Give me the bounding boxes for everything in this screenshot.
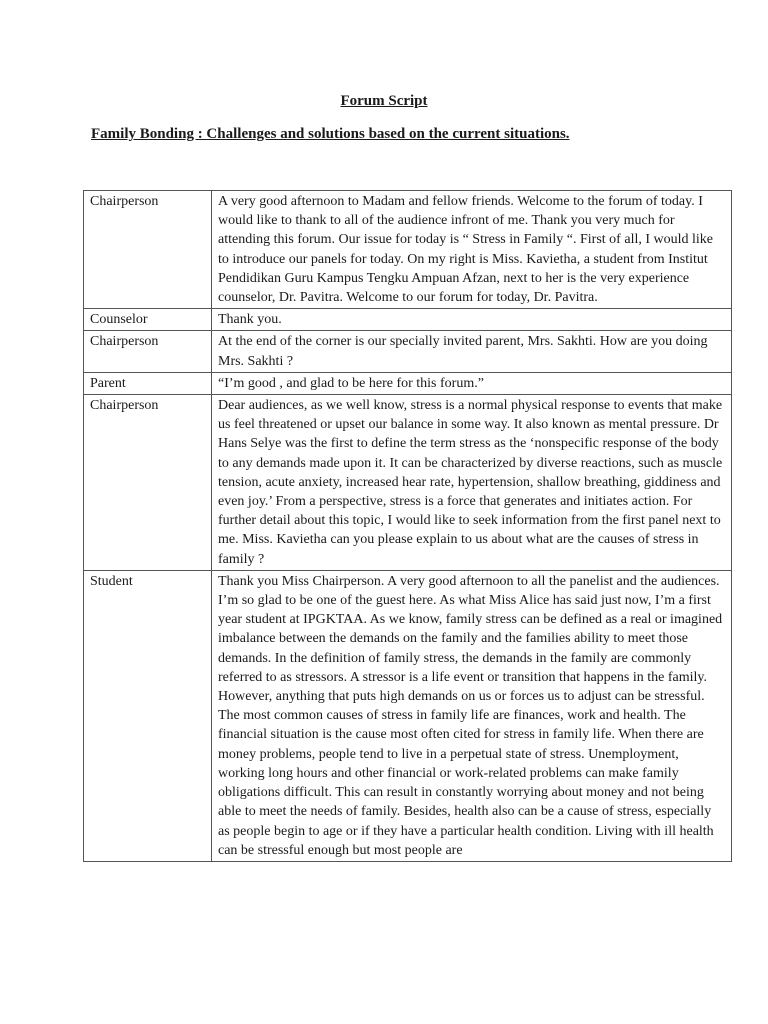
script-row (84, 309, 732, 331)
dialogue-cell: A very good afternoon to Madam and fellow friends. Welcome to the forum of today. I would like to thank to all of the audience infront of me. Thank you very much for attending this forum. Our issue for today is “ Stress in Family “. First of all, I would like to introduce our panels for today. On my right is Miss. Kavietha, a student from Institut Pendidikan Guru Kampus Tengku Ampuan Afzan, next to her is the very experience counselor, Dr. Pavitra. Welcome to our forum for today, Dr. Pavitra. (212, 191, 732, 309)
speaker-cell: Chairperson (84, 395, 212, 571)
script-row (84, 191, 732, 309)
dialogue-cell: “I’m good , and glad to be here for this forum.” (212, 372, 732, 394)
speaker-cell: Chairperson (84, 191, 212, 309)
document-title: Forum Script (340, 93, 428, 109)
dialogue-cell: Thank you Miss Chairperson. A very good afternoon to all the panelist and the audiences. I’m so glad to be one of the guest here. As what Miss Alice has said just now, I’m a first year student at IPGKTAA. As we know, family stress can be defined as a real or imagined imbalance between the demands on the family and the families ability to meet those demands. In the definition of family stress, the demands in the family are commonly referred to as stressors. A stressor is a life event or transition that happens in the family. However, anything that puts high demands on us or forces us to adjust can be stressful. The most common causes of stress in family life are finances, work and health. The financial situation is the cause most often cited for stress in family life. When there are money problems, people tend to live in a perpetual state of stress. Unemployment, working long hours and other financial or work-related problems can make family obligations difficult. This can result in constantly worrying about money and not being able to meet the needs of family. Besides, health also can be a cause of stress, especially as people begin to age or if they have a particular health condition. Living with ill health can be stressful enough but most people are (212, 570, 732, 861)
dialogue-cell: At the end of the corner is our specially invited parent, Mrs. Sakhti. How are you doing Mrs. Sakhti ? (212, 331, 732, 372)
speaker-cell: Chairperson (84, 331, 212, 372)
script-row (84, 570, 732, 861)
document-subtitle: Family Bonding : Challenges and solutions based on the current situations. (91, 126, 570, 142)
dialogue-cell: Thank you. (212, 309, 732, 331)
speaker-cell: Parent (84, 372, 212, 394)
script-row (84, 372, 732, 394)
script-row (84, 395, 732, 571)
speaker-cell: Counselor (84, 309, 212, 331)
script-row (84, 331, 732, 372)
speaker-cell: Student (84, 570, 212, 861)
script-table (83, 190, 732, 862)
dialogue-cell: Dear audiences, as we well know, stress is a normal physical response to events that make us feel threatened or upset our balance in some way. It also known as mental pressure. Dr Hans Selye was the first to define the term stress as the ‘nonspecific response of the body to any demands made upon it. It can be characterized by diverse reactions, such as muscle tension, acute anxiety, increased hear rate, hypertension, shallow breathing, giddiness and even joy.’ From a perspective, stress is a force that generates and initiates action. For further detail about this topic, I would like to seek information from the first panel next to me. Miss. Kavietha can you please explain to us about what are the causes of stress in family ? (212, 395, 732, 571)
